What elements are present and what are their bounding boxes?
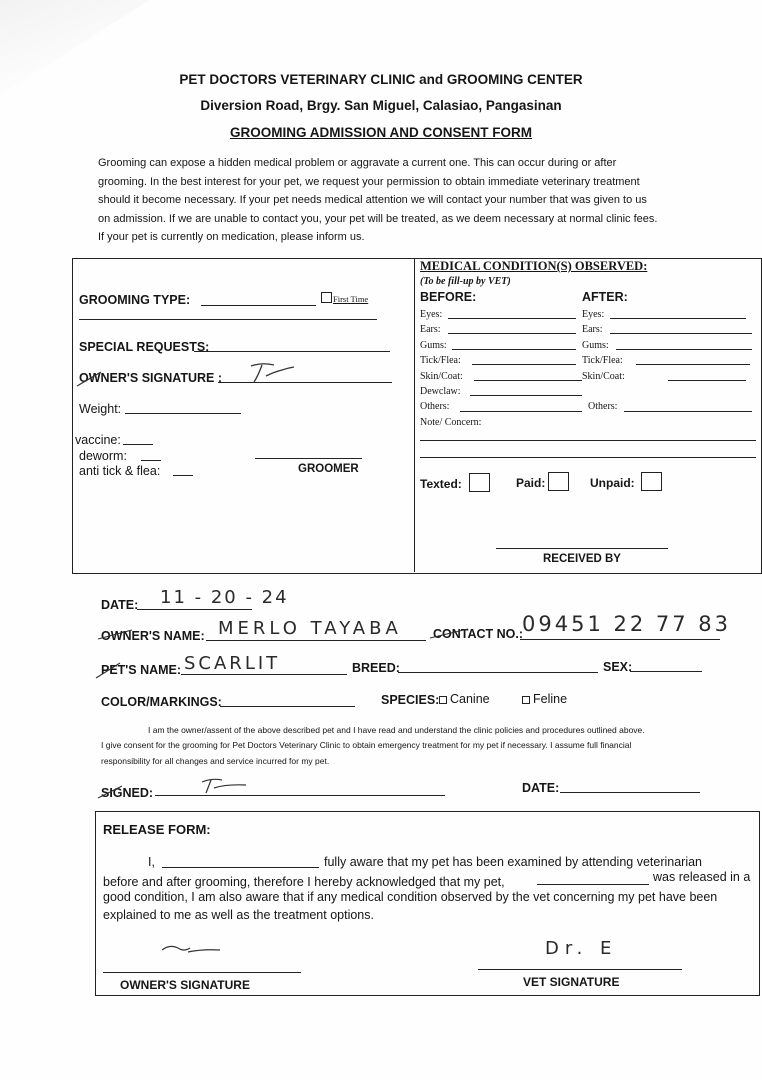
- after-others-field[interactable]: [624, 411, 752, 412]
- deworm-field[interactable]: [141, 460, 161, 461]
- texted-label: Texted:: [420, 477, 462, 491]
- consent-line-3: responsibility for all changes and service incurred for my pet.: [101, 756, 330, 766]
- pet-name-field[interactable]: [181, 674, 347, 675]
- after-skincoat: Skin/Coat:: [582, 370, 625, 382]
- before-others-field[interactable]: [460, 411, 582, 412]
- texted-checkbox[interactable]: [469, 473, 490, 492]
- after-tickflea-field[interactable]: [636, 364, 750, 365]
- anti-tick-field[interactable]: [173, 475, 193, 476]
- pet-name-label: PET'S NAME:: [101, 663, 182, 677]
- after-gums: Gums:: [582, 339, 609, 351]
- color-markings-field[interactable]: [220, 706, 355, 707]
- intro-line: on admission. If we are unable to contact you, your pet will be treated, as we deem necessary at normal clinic fees.: [98, 212, 658, 225]
- after-eyes: Eyes:: [582, 309, 605, 320]
- unpaid-checkbox[interactable]: [641, 472, 662, 491]
- before-eyes: Eyes:: [420, 309, 443, 320]
- anti-tick-label: anti tick & flea:: [79, 464, 161, 478]
- received-by-line[interactable]: [496, 548, 668, 549]
- groomer-label: GROOMER: [298, 463, 359, 475]
- owner-strike: [96, 626, 136, 642]
- sex-field[interactable]: [630, 671, 702, 672]
- release-i: I,: [148, 855, 155, 869]
- owners-signature-field[interactable]: [218, 382, 392, 383]
- note-line-2[interactable]: [420, 457, 756, 458]
- before-dewclaw: Dewclaw:: [420, 386, 461, 398]
- contact-field[interactable]: [520, 639, 720, 640]
- deworm-label: deworm:: [79, 449, 127, 463]
- after-gums-field[interactable]: [616, 349, 752, 350]
- first-time-checkbox[interactable]: [321, 292, 332, 303]
- release-text-2a: before and after grooming, therefore I hereby acknowledged that my pet,: [103, 875, 505, 889]
- vet-signature-line[interactable]: [478, 969, 682, 970]
- before-eyes-field[interactable]: [448, 318, 576, 319]
- contact-value: 09451 22 77 83: [522, 612, 731, 636]
- species-label: SPECIES:: [381, 693, 440, 707]
- after-eyes-field[interactable]: [610, 318, 746, 319]
- breed-field[interactable]: [398, 672, 598, 673]
- signed-signature-scribble: [198, 776, 250, 796]
- before-ears: Ears:: [420, 324, 441, 336]
- note-line-1[interactable]: [420, 440, 756, 441]
- release-pet-field[interactable]: [537, 884, 649, 885]
- release-owner-signature-scribble: [158, 940, 228, 960]
- sex-label: SEX:: [603, 660, 633, 674]
- breed-label: BREED:: [352, 661, 400, 675]
- release-text-1: fully aware that my pet has been examined by attending veterinarian: [324, 855, 703, 869]
- intro-line: Grooming can expose a hidden medical problem or aggravate a current one. This can occur during or after: [98, 157, 617, 169]
- date-field[interactable]: [137, 609, 252, 610]
- release-text-3: good condition, I am also aware that if any medical condition observed by the vet concerning my pet have been: [103, 890, 718, 904]
- form-title: GROOMING ADMISSION AND CONSENT FORM: [230, 125, 532, 140]
- before-dewclaw-field[interactable]: [470, 395, 582, 396]
- after-list: [582, 307, 625, 414]
- contact-label: CONTACT NO.:: [433, 627, 524, 641]
- feline-label: Feline: [533, 692, 568, 706]
- canine-checkbox[interactable]: [439, 696, 447, 704]
- special-requests-label: SPECIAL REQUESTS:: [79, 340, 210, 354]
- medical-title: MEDICAL CONDITION(S) OBSERVED:: [420, 259, 648, 273]
- medical-subtitle: (To be fill-up by VET): [420, 276, 511, 287]
- vet-signature-label: VET SIGNATURE: [523, 975, 620, 989]
- special-requests-field[interactable]: [194, 351, 390, 352]
- intro-line: grooming. In the best interest for your pet, we request your permission to obtain immediate veterinary treatment: [98, 175, 640, 188]
- note-concern: Note/ Concern:: [420, 416, 482, 428]
- before-skincoat-field[interactable]: [474, 380, 582, 381]
- contact-strike: [428, 624, 473, 642]
- weight-label: Weight:: [79, 402, 122, 416]
- before-others: Others:: [420, 401, 450, 413]
- intro-paragraph: [98, 154, 708, 247]
- owner-signature-label: OWNER'S SIGNATURE: [120, 978, 250, 992]
- after-ears-field[interactable]: [610, 333, 752, 334]
- date-label: DATE:: [101, 598, 139, 612]
- after-ears: Ears:: [582, 324, 603, 336]
- clinic-name: PET DOCTORS VETERINARY CLINIC and GROOMING CENTER: [179, 72, 583, 87]
- consent-date-field[interactable]: [560, 792, 700, 793]
- before-heading: BEFORE:: [420, 290, 477, 304]
- grooming-type-label: GROOMING TYPE:: [79, 293, 191, 307]
- vet-signature-handwritten: Dr. E: [545, 938, 618, 959]
- release-text-2b: was released in a: [653, 870, 751, 884]
- after-skincoat-field[interactable]: [668, 380, 746, 381]
- pet-name-value: SCARLIT: [184, 653, 281, 674]
- before-ears-field[interactable]: [448, 333, 576, 334]
- grooming-type-field-line2[interactable]: [79, 319, 377, 320]
- release-title: RELEASE FORM:: [103, 822, 211, 837]
- before-tickflea-field[interactable]: [472, 364, 576, 365]
- consent-line-2: I give consent for the grooming for Pet Doctors Veterinary Clinic to obtain emergency treatment for my pet if necessary. I assume full financial: [101, 740, 632, 750]
- owner-signature-scribble: [248, 360, 298, 386]
- before-tickflea: Tick/Flea:: [420, 355, 461, 367]
- paid-label: Paid:: [516, 476, 546, 490]
- canine-label: Canine: [450, 692, 490, 706]
- intro-line: If your pet is currently on medication, please inform us.: [98, 231, 365, 244]
- table-divider: [414, 258, 415, 572]
- color-markings-label: COLOR/MARKINGS:: [101, 695, 222, 709]
- owner-name-value: MERLO TAYABA: [218, 618, 402, 639]
- after-tickflea: Tick/Flea:: [582, 355, 623, 367]
- feline-checkbox[interactable]: [522, 696, 530, 704]
- signed-strike: [96, 783, 126, 801]
- before-gums-field[interactable]: [452, 349, 576, 350]
- before-gums: Gums:: [420, 339, 447, 351]
- owner-signature-line[interactable]: [103, 972, 301, 973]
- before-skincoat: Skin/Coat:: [420, 370, 463, 382]
- weight-field[interactable]: [125, 413, 241, 414]
- received-by-label: RECEIVED BY: [543, 553, 621, 565]
- consent-line-1: I am the owner/assent of the above described pet and I have read and understand the clinic policies and procedures outlined above.: [148, 725, 645, 735]
- first-time-label: First Time: [333, 294, 369, 304]
- owner-name-label: OWNER'S NAME:: [101, 629, 205, 643]
- consent-date-label: DATE:: [522, 781, 560, 795]
- pet-strike: [94, 660, 124, 682]
- paid-checkbox[interactable]: [548, 472, 569, 491]
- signed-label: SIGNED:: [101, 786, 154, 800]
- vaccine-field[interactable]: [123, 444, 153, 445]
- owner-name-field[interactable]: [206, 640, 426, 641]
- date-value: 11 - 20 - 24: [160, 587, 289, 608]
- clinic-address: Diversion Road, Brgy. San Miguel, Calasiao, Pangasinan: [200, 98, 562, 113]
- after-others: Others:: [588, 401, 618, 413]
- release-text-4: explained to me as well as the treatment options.: [103, 908, 374, 922]
- release-owner-name-field[interactable]: [162, 867, 319, 868]
- intro-line: should it become necessary. If your pet needs medical attention we will contact your number that was given to us: [98, 194, 647, 207]
- checkmark-strike: [75, 368, 105, 388]
- owners-signature-label: OWNER'S SIGNATURE :: [79, 371, 223, 385]
- vaccine-label: vaccine:: [75, 433, 121, 447]
- unpaid-label: Unpaid:: [590, 476, 635, 490]
- groomer-signature-line[interactable]: [255, 458, 362, 459]
- grooming-type-field[interactable]: [201, 305, 316, 306]
- after-heading: AFTER:: [582, 290, 628, 304]
